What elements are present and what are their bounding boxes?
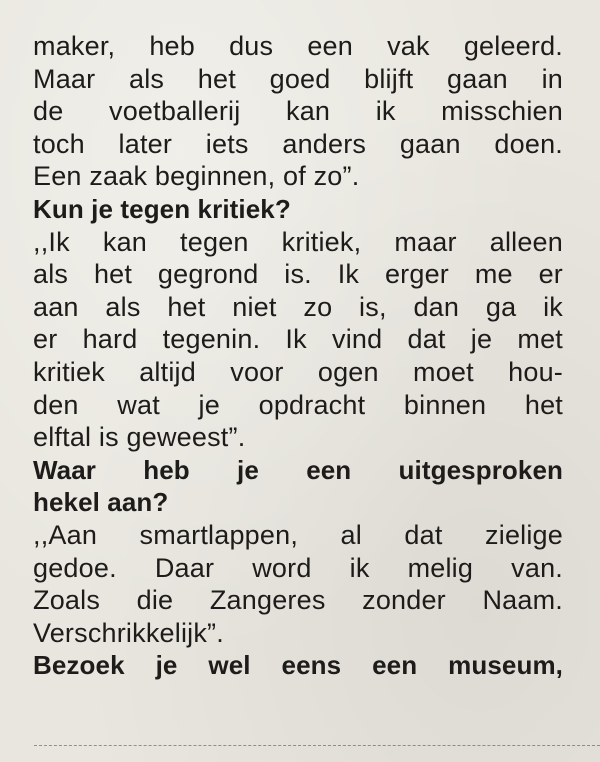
answer2-line-4: Verschrikkelijk”. [33,617,224,648]
answer-line-6: den wat je opdracht binnen het [33,389,563,420]
question-1: Kun je tegen kritiek? [33,193,291,224]
body-line-2: Maar als het goed blijft gaan in [33,63,563,94]
question-3: Bezoek je wel eens een museum, [33,650,563,681]
body-line-1: maker, heb dus een vak geleerd. [33,31,563,61]
answer-line-1: ,,Ik kan tegen kritiek, maar alleen [33,226,563,257]
answer2-line-2: gedoe. Daar word ik melig van. [33,552,563,583]
answer-line-7: elftal is geweest”. [33,422,246,453]
body-line-4: toch later iets anders gaan doen. [33,128,563,159]
answer2-line-3: Zoals die Zangeres zonder Naam. [33,585,563,616]
body-line-5: Een zaak beginnen, of zo”. [33,161,360,192]
question-2-line-2: hekel aan? [33,487,169,518]
answer-line-2: als het gegrond is. Ik erger me er [33,259,563,290]
answer-line-4: er hard tegenin. Ik vind dat je met [33,324,563,355]
bottom-rule [34,745,600,746]
answer-line-3: aan als het niet zo is, dan ga ik [33,291,563,322]
answer2-line-1: ,,Aan smartlappen, al dat zielige [33,519,563,550]
body-line-3: de voetballerij kan ik misschien [33,96,563,127]
article-column [33,30,563,682]
answer-line-5: kritiek altijd voor ogen moet hou- [33,356,563,387]
question-2-line-1: Waar heb je een uitgesproken [33,454,563,485]
